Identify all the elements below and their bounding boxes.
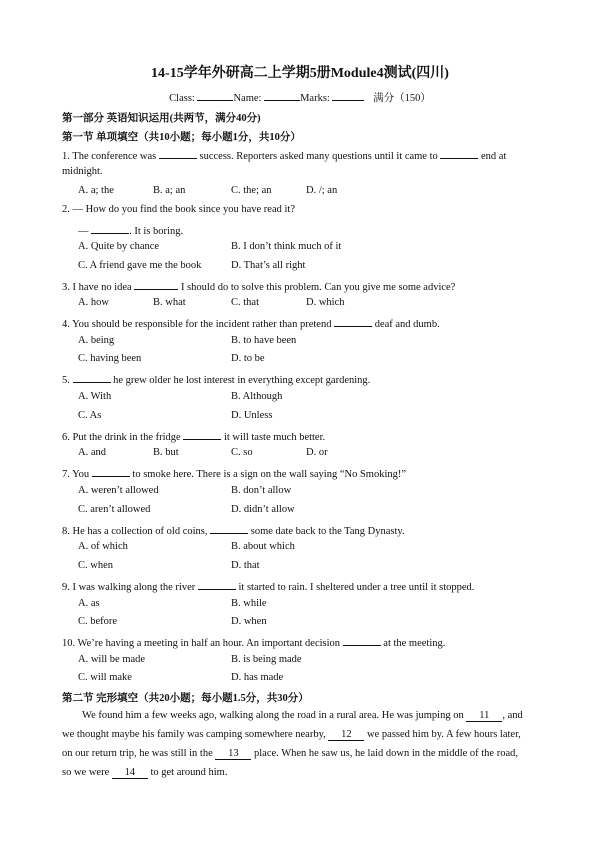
- full-score: 满分（150）: [373, 93, 431, 104]
- q6-option-a[interactable]: A. and: [78, 447, 106, 458]
- question-6: 6. Put the drink in the fridge it will taste much better.: [62, 429, 540, 443]
- q8-option-c[interactable]: C. when: [78, 560, 113, 571]
- q8-option-d[interactable]: D. that: [231, 560, 260, 571]
- q3-option-d[interactable]: D. which: [306, 297, 345, 308]
- q5-option-c[interactable]: C. As: [78, 410, 102, 421]
- q4-option-d[interactable]: D. to be: [231, 353, 265, 364]
- name-label: Name:: [233, 93, 262, 104]
- q4-blank[interactable]: [334, 316, 372, 327]
- marks-blank[interactable]: [332, 90, 364, 101]
- q7-blank[interactable]: [92, 466, 130, 477]
- q8-blank[interactable]: [210, 523, 248, 534]
- question-2: 2. — How do you find the book since you have read it?: [62, 204, 295, 215]
- q9-option-a[interactable]: A. as: [78, 598, 100, 609]
- q6-option-c[interactable]: C. so: [231, 447, 253, 458]
- cloze-blank-14[interactable]: 14: [112, 767, 148, 779]
- q10-option-c[interactable]: C. will make: [78, 672, 132, 683]
- q8-option-b[interactable]: B. about which: [231, 541, 295, 552]
- q2-blank[interactable]: [91, 223, 129, 234]
- q6-blank[interactable]: [183, 429, 221, 440]
- q1-option-a[interactable]: A. a; the: [78, 185, 114, 196]
- q5-option-d[interactable]: D. Unless: [231, 410, 273, 421]
- q9-option-d[interactable]: D. when: [231, 616, 267, 627]
- q7-option-a[interactable]: A. weren’t allowed: [78, 485, 159, 496]
- q3-option-c[interactable]: C. that: [231, 297, 259, 308]
- q7-option-d[interactable]: D. didn’t allow: [231, 504, 295, 515]
- question-5: 5. he grew older he lost interest in everything except gardening.: [62, 372, 540, 386]
- q6-option-b[interactable]: B. but: [153, 447, 179, 458]
- q1-option-d[interactable]: D. /; an: [306, 185, 338, 196]
- q5-option-a[interactable]: A. With: [78, 391, 112, 402]
- question-4: 4. You should be responsible for the incident rather than pretend deaf and dumb.: [62, 316, 540, 330]
- part1-heading: 第一部分 英语知识运用(共两节，满分40分): [62, 113, 261, 124]
- q4-option-b[interactable]: B. to have been: [231, 335, 297, 346]
- class-label: Class:: [169, 93, 195, 104]
- q1-option-b[interactable]: B. a; an: [153, 185, 186, 196]
- q3-blank[interactable]: [134, 279, 178, 290]
- q7-option-c[interactable]: C. aren’t allowed: [78, 504, 151, 515]
- question-7: 7. You to smoke here. There is a sign on the wall saying “No Smoking!”: [62, 466, 540, 480]
- question-1-cont: midnight.: [62, 166, 103, 177]
- q10-blank[interactable]: [343, 635, 381, 646]
- q10-option-b[interactable]: B. is being made: [231, 654, 302, 665]
- q2-option-c[interactable]: C. A friend gave me the book: [78, 260, 202, 271]
- q4-option-a[interactable]: A. being: [78, 335, 115, 346]
- q7-option-b[interactable]: B. don’t allow: [231, 485, 292, 496]
- q5-blank[interactable]: [73, 372, 111, 383]
- cloze-blank-13[interactable]: 13: [215, 748, 251, 760]
- q1-option-c[interactable]: C. the; an: [231, 185, 272, 196]
- page-title: 14-15学年外研高二上学期5册Module4测试(四川): [151, 66, 449, 81]
- question-3: 3. I have no idea I should do to solve this problem. Can you give me some advice?: [62, 279, 540, 293]
- q5-option-b[interactable]: B. Although: [231, 391, 283, 402]
- passage-line-2: we thought maybe his family was camping somewhere nearby, 12 we passed him by. A few hours later,: [62, 729, 521, 740]
- section1-heading: 第一节 单项填空（共10小题；每小题1分，共10分）: [62, 132, 301, 143]
- cloze-blank-12[interactable]: 12: [328, 729, 364, 741]
- q3-option-a[interactable]: A. how: [78, 297, 109, 308]
- student-info-line: [0, 90, 600, 105]
- q8-option-a[interactable]: A. of which: [78, 541, 128, 552]
- q2-option-d[interactable]: D. That’s all right: [231, 260, 306, 271]
- q1-blank-1[interactable]: [159, 148, 197, 159]
- q10-option-a[interactable]: A. will be made: [78, 654, 146, 665]
- passage-line-3: on our return trip, he was still in the 13 place. When he saw us, he laid down in the middle of the road,: [62, 748, 518, 759]
- q2-option-a[interactable]: A. Quite by chance: [78, 241, 160, 252]
- passage-line-1: We found him a few weeks ago, walking along the road in a rural area. He was jumping on 11 , and: [82, 710, 523, 721]
- q9-option-c[interactable]: C. before: [78, 616, 118, 627]
- q9-blank[interactable]: [198, 579, 236, 590]
- name-blank[interactable]: [264, 90, 300, 101]
- q4-option-c[interactable]: C. having been: [78, 353, 142, 364]
- question-8: 8. He has a collection of old coins, some date back to the Tang Dynasty.: [62, 523, 540, 537]
- q2-option-b[interactable]: B. I don’t think much of it: [231, 241, 342, 252]
- q1-blank-2[interactable]: [440, 148, 478, 159]
- section2-heading: 第二节 完形填空（共20小题；每小题1.5分，共30分）: [62, 693, 309, 704]
- q10-option-d[interactable]: D. has made: [231, 672, 284, 683]
- passage-line-4: so we were 14 to get around him.: [62, 767, 228, 778]
- cloze-blank-11[interactable]: 11: [466, 710, 502, 722]
- question-10: 10. We’re having a meeting in half an hour. An important decision at the meeting.: [62, 635, 540, 649]
- question-1: 1. The conference was success. Reporters asked many questions until it came to end at: [62, 148, 540, 162]
- q3-option-b[interactable]: B. what: [153, 297, 186, 308]
- question-9: 9. I was walking along the river it started to rain. I sheltered under a tree until it stopped.: [62, 579, 540, 593]
- q6-option-d[interactable]: D. or: [306, 447, 328, 458]
- question-2-reply: — . It is boring.: [78, 223, 540, 237]
- q9-option-b[interactable]: B. while: [231, 598, 267, 609]
- class-blank[interactable]: [197, 90, 233, 101]
- marks-label: Marks:: [300, 93, 330, 104]
